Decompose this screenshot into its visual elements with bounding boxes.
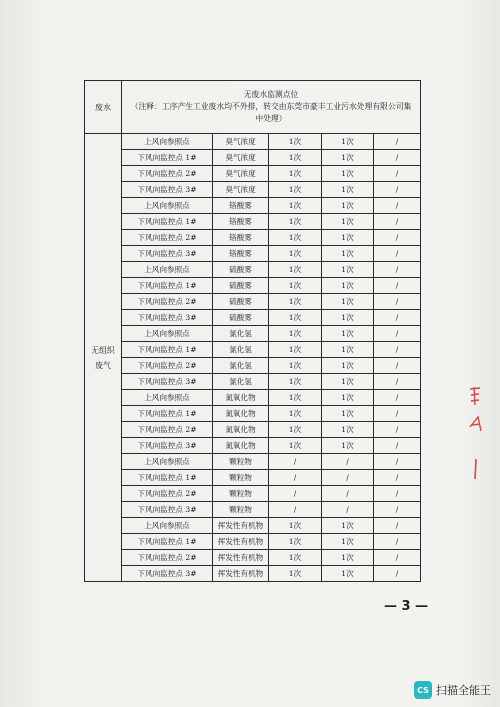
monitoring-point-cell: 下风向监控点 2# bbox=[122, 486, 213, 502]
frequency-cell-1: 1次 bbox=[269, 150, 322, 166]
pollutant-cell: 氮氧化物 bbox=[213, 422, 269, 438]
frequency-cell-1: 1次 bbox=[269, 390, 322, 406]
table-row bbox=[85, 230, 421, 246]
frequency-cell-1: 1次 bbox=[269, 278, 322, 294]
table-row bbox=[85, 294, 421, 310]
monitoring-point-cell: 下风向监控点 3# bbox=[122, 566, 213, 582]
monitoring-table-body bbox=[85, 81, 421, 582]
frequency-cell-1: 1次 bbox=[269, 326, 322, 342]
frequency-cell-1: 1次 bbox=[269, 422, 322, 438]
pollutant-cell: 硫酸雾 bbox=[213, 278, 269, 294]
frequency-cell-2: / bbox=[322, 502, 374, 518]
pollutant-cell: 臭气浓度 bbox=[213, 134, 269, 150]
pollutant-cell: 臭气浓度 bbox=[213, 182, 269, 198]
page-number: — 3 — bbox=[383, 599, 429, 614]
frequency-cell-2: 1次 bbox=[322, 278, 374, 294]
frequency-cell-3: / bbox=[374, 294, 421, 310]
monitoring-point-cell: 下风向监控点 3# bbox=[122, 310, 213, 326]
frequency-cell-3: / bbox=[374, 358, 421, 374]
frequency-cell-1: / bbox=[269, 486, 322, 502]
scanner-badge-text: 扫描全能王 bbox=[436, 684, 491, 697]
frequency-cell-3: / bbox=[374, 470, 421, 486]
pollutant-cell: 硫酸雾 bbox=[213, 262, 269, 278]
frequency-cell-2: 1次 bbox=[322, 550, 374, 566]
monitoring-point-cell: 下风向监控点 2# bbox=[122, 550, 213, 566]
frequency-cell-3: / bbox=[374, 166, 421, 182]
table-row bbox=[85, 550, 421, 566]
frequency-cell-3: / bbox=[374, 134, 421, 150]
pollutant-cell: 铬酸雾 bbox=[213, 214, 269, 230]
pollutant-cell: 颗粒物 bbox=[213, 486, 269, 502]
frequency-cell-3: / bbox=[374, 502, 421, 518]
frequency-cell-2: 1次 bbox=[322, 406, 374, 422]
monitoring-point-cell: 下风向监控点 2# bbox=[122, 358, 213, 374]
handwritten-mark-icon bbox=[462, 383, 488, 483]
pollutant-cell: 氮氧化物 bbox=[213, 406, 269, 422]
frequency-cell-1: 1次 bbox=[269, 438, 322, 454]
monitoring-point-cell: 下风向监控点 1# bbox=[122, 278, 213, 294]
table-row bbox=[85, 534, 421, 550]
monitoring-point-cell: 上风向参照点 bbox=[122, 390, 213, 406]
frequency-cell-3: / bbox=[374, 262, 421, 278]
table-row bbox=[85, 150, 421, 166]
table-row bbox=[85, 454, 421, 470]
monitoring-point-cell: 上风向参照点 bbox=[122, 134, 213, 150]
pollutant-cell: 氯化氢 bbox=[213, 358, 269, 374]
frequency-cell-1: 1次 bbox=[269, 310, 322, 326]
table-row bbox=[85, 486, 421, 502]
frequency-cell-1: 1次 bbox=[269, 374, 322, 390]
pollutant-cell: 氯化氢 bbox=[213, 326, 269, 342]
frequency-cell-3: / bbox=[374, 182, 421, 198]
monitoring-point-cell: 下风向监控点 1# bbox=[122, 406, 213, 422]
table-row bbox=[85, 326, 421, 342]
frequency-cell-2: 1次 bbox=[322, 374, 374, 390]
frequency-cell-2: 1次 bbox=[322, 518, 374, 534]
frequency-cell-1: 1次 bbox=[269, 294, 322, 310]
monitoring-point-cell: 下风向监控点 3# bbox=[122, 438, 213, 454]
table-row bbox=[85, 502, 421, 518]
pollutant-cell: 铬酸雾 bbox=[213, 246, 269, 262]
frequency-cell-2: 1次 bbox=[322, 438, 374, 454]
frequency-cell-2: 1次 bbox=[322, 534, 374, 550]
frequency-cell-3: / bbox=[374, 566, 421, 582]
group-label-line-1: 无组织 bbox=[91, 345, 115, 355]
frequency-cell-3: / bbox=[374, 534, 421, 550]
pollutant-cell: 铬酸雾 bbox=[213, 230, 269, 246]
frequency-cell-2: 1次 bbox=[322, 246, 374, 262]
pollutant-cell: 臭气浓度 bbox=[213, 150, 269, 166]
group-label-line-2: 废气 bbox=[95, 360, 111, 370]
frequency-cell-2: / bbox=[322, 454, 374, 470]
wastewater-note-cell bbox=[122, 81, 421, 134]
table-row bbox=[85, 278, 421, 294]
pollutant-cell: 挥发性有机物 bbox=[213, 550, 269, 566]
frequency-cell-3: / bbox=[374, 246, 421, 262]
frequency-cell-1: 1次 bbox=[269, 518, 322, 534]
frequency-cell-2: 1次 bbox=[322, 230, 374, 246]
frequency-cell-2: 1次 bbox=[322, 358, 374, 374]
table-row bbox=[85, 518, 421, 534]
monitoring-table bbox=[84, 80, 421, 582]
frequency-cell-1: 1次 bbox=[269, 550, 322, 566]
monitoring-point-cell: 下风向监控点 3# bbox=[122, 502, 213, 518]
frequency-cell-2: 1次 bbox=[322, 390, 374, 406]
frequency-cell-3: / bbox=[374, 390, 421, 406]
frequency-cell-2: / bbox=[322, 486, 374, 502]
frequency-cell-1: 1次 bbox=[269, 246, 322, 262]
frequency-cell-2: 1次 bbox=[322, 326, 374, 342]
frequency-cell-3: / bbox=[374, 550, 421, 566]
pollutant-cell: 挥发性有机物 bbox=[213, 534, 269, 550]
table-row bbox=[85, 214, 421, 230]
frequency-cell-1: / bbox=[269, 454, 322, 470]
frequency-cell-2: 1次 bbox=[322, 262, 374, 278]
table-row bbox=[85, 470, 421, 486]
frequency-cell-3: / bbox=[374, 518, 421, 534]
pollutant-cell: 颗粒物 bbox=[213, 454, 269, 470]
monitoring-point-cell: 下风向监控点 3# bbox=[122, 374, 213, 390]
frequency-cell-2: 1次 bbox=[322, 342, 374, 358]
frequency-cell-2: 1次 bbox=[322, 166, 374, 182]
frequency-cell-2: 1次 bbox=[322, 422, 374, 438]
table-row bbox=[85, 566, 421, 582]
wastewater-line-2: （注释：工序产生工业废水均不外排，转交由东莞市豪丰工业污水处理有限公司集 bbox=[130, 102, 412, 111]
frequency-cell-2: 1次 bbox=[322, 198, 374, 214]
monitoring-point-cell: 下风向监控点 3# bbox=[122, 246, 213, 262]
pollutant-cell: 氯化氢 bbox=[213, 342, 269, 358]
table-row bbox=[85, 358, 421, 374]
table-row bbox=[85, 374, 421, 390]
monitoring-point-cell: 下风向监控点 2# bbox=[122, 230, 213, 246]
monitoring-point-cell: 下风向监控点 2# bbox=[122, 166, 213, 182]
monitoring-point-cell: 下风向监控点 2# bbox=[122, 294, 213, 310]
pollutant-cell: 氯化氢 bbox=[213, 374, 269, 390]
frequency-cell-1: 1次 bbox=[269, 566, 322, 582]
pollutant-cell: 氮氧化物 bbox=[213, 438, 269, 454]
pollutant-cell: 臭气浓度 bbox=[213, 166, 269, 182]
monitoring-point-cell: 上风向参照点 bbox=[122, 326, 213, 342]
frequency-cell-3: / bbox=[374, 214, 421, 230]
monitoring-point-cell: 下风向监控点 2# bbox=[122, 422, 213, 438]
frequency-cell-2: 1次 bbox=[322, 310, 374, 326]
pollutant-cell: 硫酸雾 bbox=[213, 294, 269, 310]
frequency-cell-2: 1次 bbox=[322, 214, 374, 230]
frequency-cell-1: 1次 bbox=[269, 262, 322, 278]
pollutant-cell: 颗粒物 bbox=[213, 502, 269, 518]
table-row bbox=[85, 438, 421, 454]
monitoring-point-cell: 下风向监控点 1# bbox=[122, 470, 213, 486]
monitoring-point-cell: 下风向监控点 1# bbox=[122, 342, 213, 358]
table-row bbox=[85, 406, 421, 422]
table-row bbox=[85, 182, 421, 198]
monitoring-point-cell: 下风向监控点 1# bbox=[122, 214, 213, 230]
frequency-cell-1: / bbox=[269, 470, 322, 486]
frequency-cell-3: / bbox=[374, 374, 421, 390]
wastewater-line-1: 无废水监测点位 bbox=[243, 90, 299, 99]
monitoring-point-cell: 下风向监控点 1# bbox=[122, 534, 213, 550]
frequency-cell-3: / bbox=[374, 278, 421, 294]
frequency-cell-1: 1次 bbox=[269, 134, 322, 150]
pollutant-cell: 氮氧化物 bbox=[213, 390, 269, 406]
table-row bbox=[85, 246, 421, 262]
monitoring-point-cell: 上风向参照点 bbox=[122, 454, 213, 470]
frequency-cell-1: 1次 bbox=[269, 534, 322, 550]
frequency-cell-2: 1次 bbox=[322, 134, 374, 150]
table-row bbox=[85, 134, 421, 150]
frequency-cell-1: 1次 bbox=[269, 406, 322, 422]
frequency-cell-3: / bbox=[374, 454, 421, 470]
frequency-cell-3: / bbox=[374, 406, 421, 422]
frequency-cell-2: 1次 bbox=[322, 566, 374, 582]
frequency-cell-3: / bbox=[374, 342, 421, 358]
scanner-watermark bbox=[414, 681, 491, 699]
table-row bbox=[85, 390, 421, 406]
frequency-cell-1: 1次 bbox=[269, 342, 322, 358]
wastewater-row bbox=[85, 81, 421, 134]
frequency-cell-1: 1次 bbox=[269, 166, 322, 182]
frequency-cell-2: 1次 bbox=[322, 182, 374, 198]
frequency-cell-3: / bbox=[374, 486, 421, 502]
frequency-cell-1: 1次 bbox=[269, 182, 322, 198]
pollutant-cell: 铬酸雾 bbox=[213, 198, 269, 214]
frequency-cell-3: / bbox=[374, 230, 421, 246]
wastewater-type-cell: 废水 bbox=[85, 81, 122, 134]
frequency-cell-2: / bbox=[322, 470, 374, 486]
frequency-cell-3: / bbox=[374, 310, 421, 326]
table-row bbox=[85, 166, 421, 182]
monitoring-point-cell: 下风向监控点 1# bbox=[122, 150, 213, 166]
monitoring-point-cell: 下风向监控点 3# bbox=[122, 182, 213, 198]
frequency-cell-2: 1次 bbox=[322, 150, 374, 166]
frequency-cell-1: / bbox=[269, 502, 322, 518]
table-row bbox=[85, 422, 421, 438]
frequency-cell-1: 1次 bbox=[269, 230, 322, 246]
frequency-cell-1: 1次 bbox=[269, 214, 322, 230]
frequency-cell-3: / bbox=[374, 150, 421, 166]
pollutant-cell: 挥发性有机物 bbox=[213, 566, 269, 582]
monitoring-point-cell: 上风向参照点 bbox=[122, 518, 213, 534]
frequency-cell-1: 1次 bbox=[269, 198, 322, 214]
frequency-cell-3: / bbox=[374, 198, 421, 214]
table-row bbox=[85, 310, 421, 326]
pollutant-cell: 硫酸雾 bbox=[213, 310, 269, 326]
table-row bbox=[85, 262, 421, 278]
frequency-cell-3: / bbox=[374, 422, 421, 438]
monitoring-point-cell: 上风向参照点 bbox=[122, 198, 213, 214]
monitoring-point-cell: 上风向参照点 bbox=[122, 262, 213, 278]
frequency-cell-2: 1次 bbox=[322, 294, 374, 310]
group-label-cell bbox=[85, 134, 122, 582]
frequency-cell-3: / bbox=[374, 438, 421, 454]
pollutant-cell: 颗粒物 bbox=[213, 470, 269, 486]
table-row bbox=[85, 198, 421, 214]
camscanner-logo-icon: CS bbox=[414, 681, 432, 699]
table-row bbox=[85, 342, 421, 358]
frequency-cell-1: 1次 bbox=[269, 358, 322, 374]
pollutant-cell: 挥发性有机物 bbox=[213, 518, 269, 534]
frequency-cell-3: / bbox=[374, 326, 421, 342]
wastewater-line-3: 中处理） bbox=[255, 114, 287, 123]
